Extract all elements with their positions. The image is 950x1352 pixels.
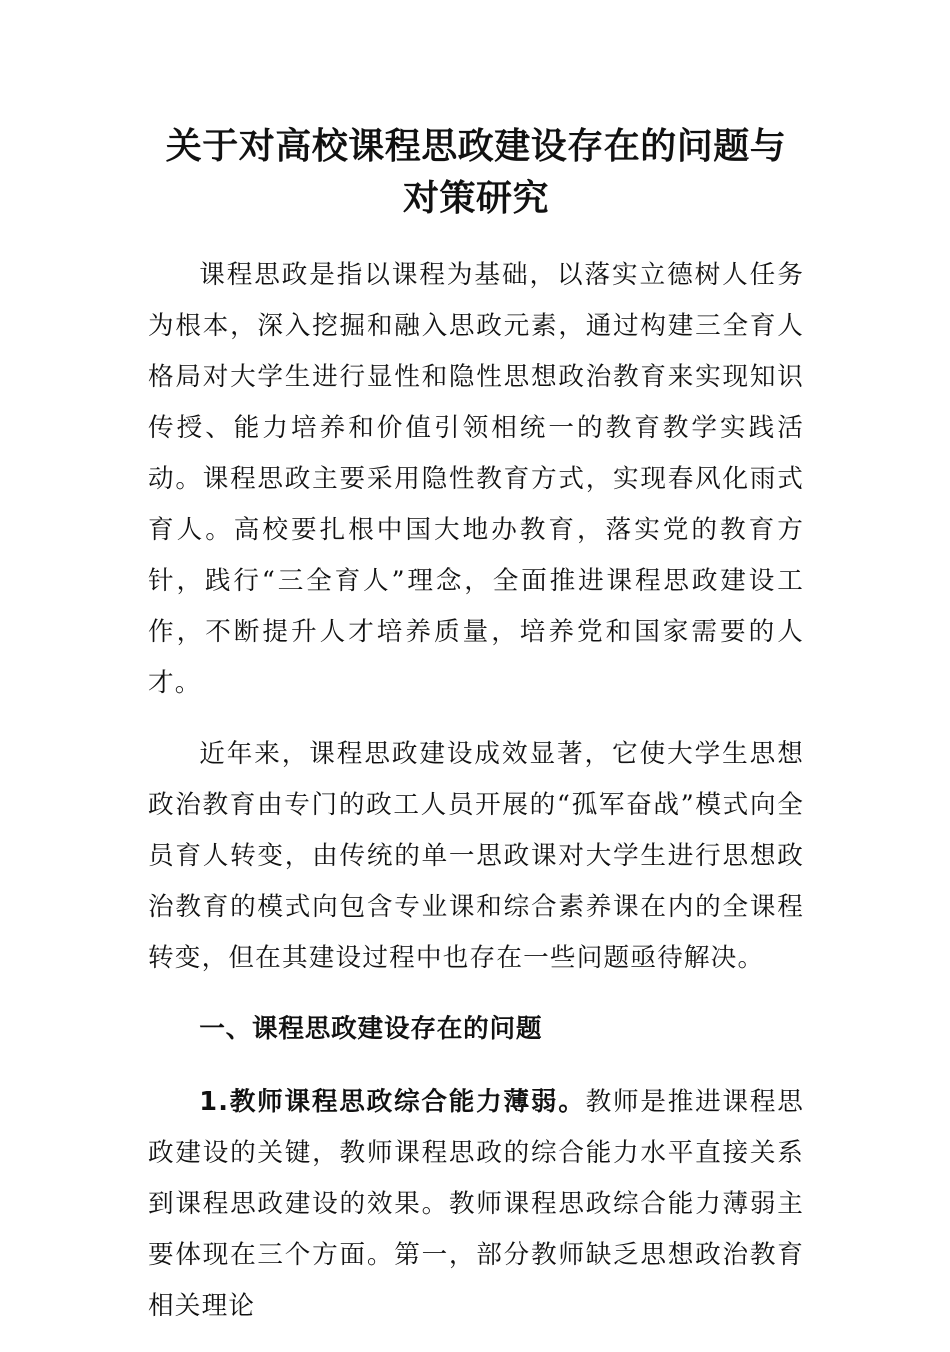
paragraph-achievements: 近年来，课程思政建设成效显著，它使大学生思想政治教育由专门的政工人员开展的“孤军奋战”模式向全员育人转变，由传统的单一思政课对大学生进行思想政治教育的模式向包含专业课和综合素养课在内的全课程转变，但在其建设过程中也存在一些问题亟待解决。 (148, 739, 804, 973)
paragraph-point-1 (148, 1077, 804, 1332)
section-heading: 一、课程思政建设存在的问题 (199, 1014, 543, 1044)
document-title (148, 120, 804, 224)
point-1-body: 教师是推进课程思政建设的关键，教师课程思政的综合能力水平直接关系到课程思政建设的效果。教师课程思政综合能力薄弱主要体现在三个方面。第一，部分教师缺乏思想政治教育相关理论 (148, 1087, 804, 1321)
title-line-1: 关于对高校课程思政建设存在的问题与 (165, 125, 787, 167)
point-1-lead: 1.教师课程思政综合能力薄弱。 (199, 1087, 586, 1117)
paragraph-intro: 课程思政是指以课程为基础，以落实立德树人任务为根本，深入挖掘和融入思政元素，通过构建三全育人格局对大学生进行显性和隐性思想政治教育来实现知识传授、能力培养和价值引领相统一的教育教学实践活动。课程思政主要采用隐性教育方式，实现春风化雨式育人。高校要扎根中国大地办教育，落实党的教育方针，践行“三全育人”理念，全面推进课程思政建设工作，不断提升人才培养质量，培养党和国家需要的人才。 (148, 260, 804, 698)
document-page (148, 120, 804, 1352)
title-line-2: 对策研究 (402, 177, 549, 219)
